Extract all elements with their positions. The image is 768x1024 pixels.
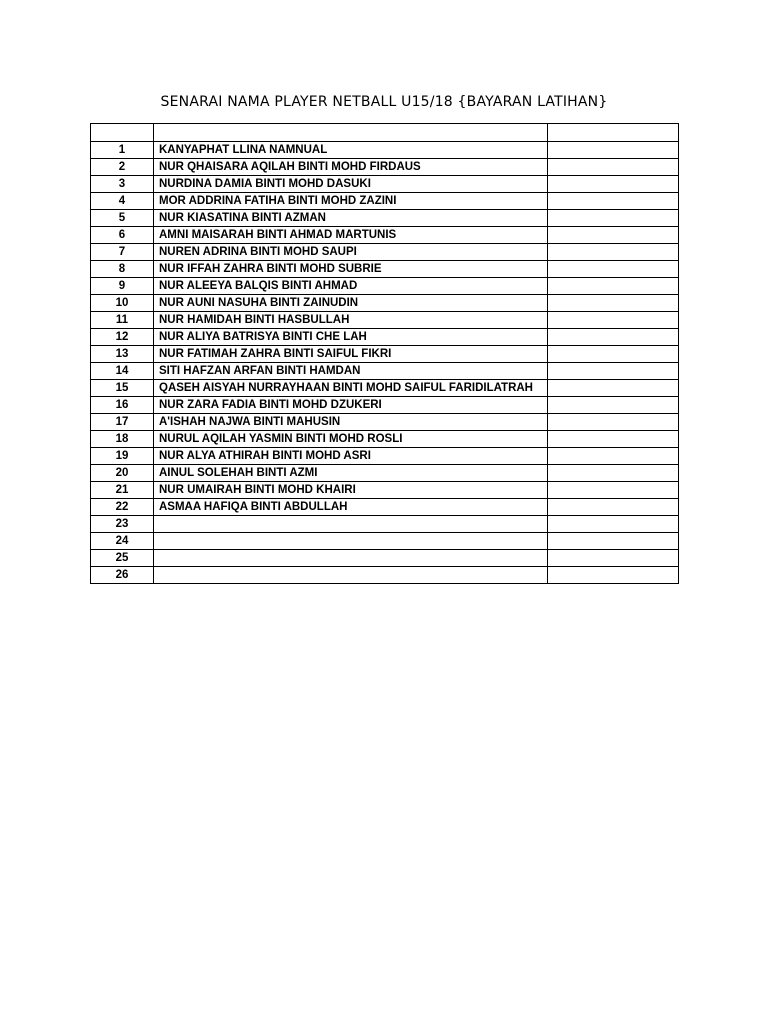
player-name-cell: NUR UMAIRAH BINTI MOHD KHAIRI bbox=[154, 482, 548, 499]
player-name-cell: MOR ADDRINA FATIHA BINTI MOHD ZAZINI bbox=[154, 193, 548, 210]
payment-cell bbox=[548, 159, 679, 176]
player-name-cell: NUR HAMIDAH BINTI HASBULLAH bbox=[154, 312, 548, 329]
payment-cell bbox=[548, 244, 679, 261]
table-row bbox=[91, 295, 679, 312]
payment-cell bbox=[548, 448, 679, 465]
player-name-cell: NUR KIASATINA BINTI AZMAN bbox=[154, 210, 548, 227]
player-list-body bbox=[91, 124, 679, 584]
table-row bbox=[91, 312, 679, 329]
player-name-cell: NUREN ADRINA BINTI MOHD SAUPI bbox=[154, 244, 548, 261]
player-name-cell: A'ISHAH NAJWA BINTI MAHUSIN bbox=[154, 414, 548, 431]
row-number-cell: 21 bbox=[91, 482, 154, 499]
player-name-cell: SITI HAFZAN ARFAN BINTI HAMDAN bbox=[154, 363, 548, 380]
table-row bbox=[91, 414, 679, 431]
player-name-cell: NUR QHAISARA AQILAH BINTI MOHD FIRDAUS bbox=[154, 159, 548, 176]
player-name-cell: AINUL SOLEHAH BINTI AZMI bbox=[154, 465, 548, 482]
table-row bbox=[91, 329, 679, 346]
table-row bbox=[91, 499, 679, 516]
table-row bbox=[91, 482, 679, 499]
row-number-cell: 16 bbox=[91, 397, 154, 414]
payment-cell bbox=[548, 499, 679, 516]
table-row bbox=[91, 397, 679, 414]
header-cell-number bbox=[91, 124, 154, 142]
row-number-cell: 25 bbox=[91, 550, 154, 567]
table-row bbox=[91, 278, 679, 295]
player-name-cell: NUR ALIYA BATRISYA BINTI CHE LAH bbox=[154, 329, 548, 346]
row-number-cell: 11 bbox=[91, 312, 154, 329]
row-number-cell: 9 bbox=[91, 278, 154, 295]
page-title: SENARAI NAMA PLAYER NETBALL U15/18 {BAYARAN LATIHAN} bbox=[160, 94, 608, 110]
player-name-cell: NUR ZARA FADIA BINTI MOHD DZUKERI bbox=[154, 397, 548, 414]
payment-cell bbox=[548, 193, 679, 210]
table-row bbox=[91, 550, 679, 567]
row-number-cell: 26 bbox=[91, 567, 154, 584]
row-number-cell: 22 bbox=[91, 499, 154, 516]
payment-cell bbox=[548, 482, 679, 499]
player-name-cell bbox=[154, 533, 548, 550]
row-number-cell: 20 bbox=[91, 465, 154, 482]
player-name-cell: NUR ALYA ATHIRAH BINTI MOHD ASRI bbox=[154, 448, 548, 465]
row-number-cell: 2 bbox=[91, 159, 154, 176]
payment-cell bbox=[548, 142, 679, 159]
table-row bbox=[91, 363, 679, 380]
player-name-cell: NUR FATIMAH ZAHRA BINTI SAIFUL FIKRI bbox=[154, 346, 548, 363]
header-cell-extra bbox=[548, 124, 679, 142]
player-name-cell: NUR ALEEYA BALQIS BINTI AHMAD bbox=[154, 278, 548, 295]
table-row bbox=[91, 567, 679, 584]
row-number-cell: 1 bbox=[91, 142, 154, 159]
table-row bbox=[91, 431, 679, 448]
payment-cell bbox=[548, 414, 679, 431]
payment-cell bbox=[548, 176, 679, 193]
table-row bbox=[91, 193, 679, 210]
row-number-cell: 3 bbox=[91, 176, 154, 193]
table-row bbox=[91, 516, 679, 533]
payment-cell bbox=[548, 261, 679, 278]
player-name-cell bbox=[154, 567, 548, 584]
table-row bbox=[91, 261, 679, 278]
row-number-cell: 15 bbox=[91, 380, 154, 397]
table-row bbox=[91, 380, 679, 397]
row-number-cell: 24 bbox=[91, 533, 154, 550]
header-cell-name bbox=[154, 124, 548, 142]
payment-cell bbox=[548, 533, 679, 550]
row-number-cell: 18 bbox=[91, 431, 154, 448]
row-number-cell: 10 bbox=[91, 295, 154, 312]
payment-cell bbox=[548, 278, 679, 295]
payment-cell bbox=[548, 380, 679, 397]
player-name-cell bbox=[154, 550, 548, 567]
player-name-cell: KANYAPHAT LLINA NAMNUAL bbox=[154, 142, 548, 159]
table-row bbox=[91, 210, 679, 227]
player-name-cell: NUR IFFAH ZAHRA BINTI MOHD SUBRIE bbox=[154, 261, 548, 278]
payment-cell bbox=[548, 516, 679, 533]
row-number-cell: 8 bbox=[91, 261, 154, 278]
player-name-cell: NURDINA DAMIA BINTI MOHD DASUKI bbox=[154, 176, 548, 193]
row-number-cell: 4 bbox=[91, 193, 154, 210]
row-number-cell: 19 bbox=[91, 448, 154, 465]
payment-cell bbox=[548, 363, 679, 380]
table-row bbox=[91, 176, 679, 193]
payment-cell bbox=[548, 550, 679, 567]
player-name-cell bbox=[154, 516, 548, 533]
row-number-cell: 12 bbox=[91, 329, 154, 346]
row-number-cell: 6 bbox=[91, 227, 154, 244]
player-name-cell: NUR AUNI NASUHA BINTI ZAINUDIN bbox=[154, 295, 548, 312]
row-number-cell: 13 bbox=[91, 346, 154, 363]
payment-cell bbox=[548, 227, 679, 244]
player-name-cell: ASMAA HAFIQA BINTI ABDULLAH bbox=[154, 499, 548, 516]
table-row bbox=[91, 448, 679, 465]
table-row bbox=[91, 142, 679, 159]
table-row bbox=[91, 533, 679, 550]
row-number-cell: 17 bbox=[91, 414, 154, 431]
table-row bbox=[91, 227, 679, 244]
player-name-cell: NURUL AQILAH YASMIN BINTI MOHD ROSLI bbox=[154, 431, 548, 448]
payment-cell bbox=[548, 397, 679, 414]
payment-cell bbox=[548, 329, 679, 346]
row-number-cell: 23 bbox=[91, 516, 154, 533]
payment-cell bbox=[548, 465, 679, 482]
player-list-table bbox=[90, 123, 679, 584]
row-number-cell: 7 bbox=[91, 244, 154, 261]
table-row bbox=[91, 465, 679, 482]
table-row bbox=[91, 346, 679, 363]
payment-cell bbox=[548, 210, 679, 227]
table-row bbox=[91, 159, 679, 176]
table-row bbox=[91, 244, 679, 261]
payment-cell bbox=[548, 312, 679, 329]
table-header-row bbox=[91, 124, 679, 142]
payment-cell bbox=[548, 567, 679, 584]
payment-cell bbox=[548, 295, 679, 312]
payment-cell bbox=[548, 346, 679, 363]
player-name-cell: QASEH AISYAH NURRAYHAAN BINTI MOHD SAIFUL FARIDILATRAH bbox=[154, 380, 548, 397]
player-name-cell: AMNI MAISARAH BINTI AHMAD MARTUNIS bbox=[154, 227, 548, 244]
row-number-cell: 5 bbox=[91, 210, 154, 227]
row-number-cell: 14 bbox=[91, 363, 154, 380]
payment-cell bbox=[548, 431, 679, 448]
